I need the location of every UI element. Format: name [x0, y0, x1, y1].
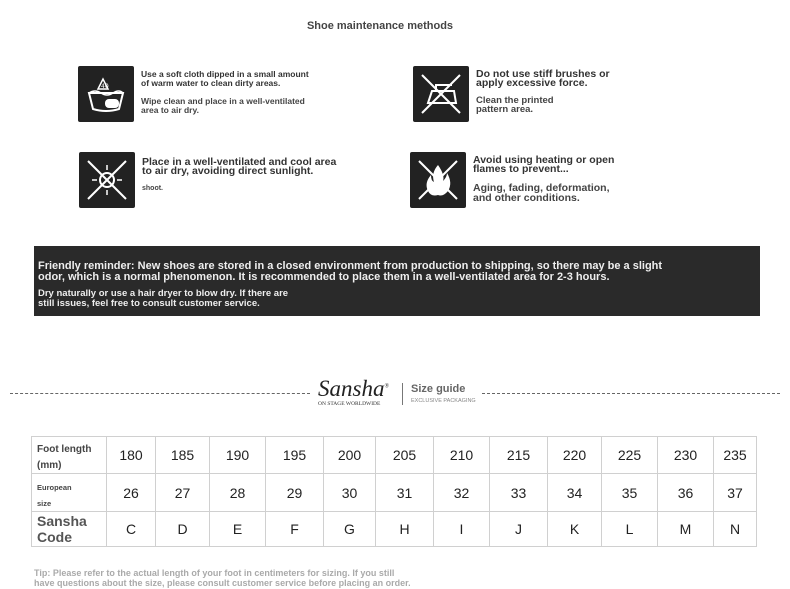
table-cell: 28 [210, 474, 266, 512]
table-cell: 195 [266, 437, 324, 474]
table-cell: 220 [548, 437, 602, 474]
no-fire-icon [410, 152, 466, 208]
care-text-primary: Use a soft cloth dipped in a small amount of warm water to clean dirty areas. [141, 69, 309, 88]
table-row-sansha-code [32, 512, 757, 547]
hand-wash-icon [78, 66, 134, 122]
table-row-european-size [32, 474, 757, 512]
care-item-no-iron [413, 66, 610, 122]
no-iron-icon [413, 66, 469, 122]
page-title: Shoe maintenance methods [306, 20, 454, 32]
table-cell: 210 [434, 437, 490, 474]
row-header: European size [32, 474, 107, 512]
care-text-secondary: Clean the printed pattern area. [476, 95, 554, 115]
table-cell: G [324, 512, 376, 547]
table-cell: 225 [602, 437, 658, 474]
table-cell: 205 [376, 437, 434, 474]
table-cell: 32 [434, 474, 490, 512]
brand-header [318, 376, 478, 410]
care-item-no-sunlight [79, 152, 336, 208]
table-cell: 35 [602, 474, 658, 512]
table-cell: 29 [266, 474, 324, 512]
reminder-text: Friendly reminder: New shoes are stored in a closed environment from production to shipping, so there may be a slight odor, which is a normal phenomenon. It is recommended to place them in a well-ventilated area for 2-3 hours. [38, 260, 663, 283]
divider-left [10, 393, 310, 394]
table-cell: 190 [210, 437, 266, 474]
friendly-reminder-banner [34, 246, 760, 316]
care-text-primary: Place in a well-ventilated and cool area to air dry, avoiding direct sunlight. [142, 156, 337, 177]
brand-tagline: ON STAGE WORLDWIDE [318, 401, 381, 407]
reminder-subtext: Dry naturally or use a hair dryer to blow dry. If there are still issues, feel free to consult customer service. [38, 288, 289, 309]
size-tip: Tip: Please refer to the actual length of your foot in centimeters for sizing. If you still have questions about the size, please consult customer service before placing an order. [34, 568, 411, 588]
table-cell: J [490, 512, 548, 547]
care-text-secondary: Wipe clean and place in a well-ventilated area to air dry. [141, 96, 305, 115]
table-cell: 235 [714, 437, 757, 474]
table-cell: 185 [156, 437, 210, 474]
row-header: Foot length (mm) [32, 437, 107, 474]
table-cell: 180 [107, 437, 156, 474]
brand-separator [402, 383, 403, 405]
table-cell: E [210, 512, 266, 547]
sansha-logo: Sansha® [318, 376, 390, 401]
table-cell: D [156, 512, 210, 547]
care-text-primary: Avoid using heating or open flames to prevent... [473, 154, 615, 175]
table-cell: 27 [156, 474, 210, 512]
care-item-hand-wash [78, 66, 309, 122]
table-cell: 230 [658, 437, 714, 474]
care-text-secondary: shoot. [142, 185, 163, 192]
table-cell: H [376, 512, 434, 547]
table-cell: K [548, 512, 602, 547]
table-cell: F [266, 512, 324, 547]
divider-right [482, 393, 780, 394]
svg-text:40: 40 [101, 83, 109, 90]
table-cell: 30 [324, 474, 376, 512]
table-cell: 34 [548, 474, 602, 512]
table-cell: C [107, 512, 156, 547]
care-item-no-fire [410, 152, 614, 208]
care-text-secondary: Aging, fading, deformation, and other conditions. [473, 182, 610, 204]
table-cell: 33 [490, 474, 548, 512]
table-cell: 215 [490, 437, 548, 474]
table-cell: N [714, 512, 757, 547]
table-cell: L [602, 512, 658, 547]
size-guide-title: Size guide [411, 383, 466, 395]
care-text-primary: Do not use stiff brushes or apply excessive force. [476, 68, 610, 89]
table-cell: I [434, 512, 490, 547]
table-cell: M [658, 512, 714, 547]
row-header: Sansha Code [32, 512, 107, 547]
table-cell: 200 [324, 437, 376, 474]
table-cell: 36 [658, 474, 714, 512]
no-sunlight-icon [79, 152, 135, 208]
size-guide-subtitle: EXCLUSIVE PACKAGING [411, 398, 476, 404]
table-cell: 31 [376, 474, 434, 512]
table-cell: 26 [107, 474, 156, 512]
table-cell: 37 [714, 474, 757, 512]
size-table [31, 436, 757, 547]
table-row-foot-length [32, 437, 757, 474]
